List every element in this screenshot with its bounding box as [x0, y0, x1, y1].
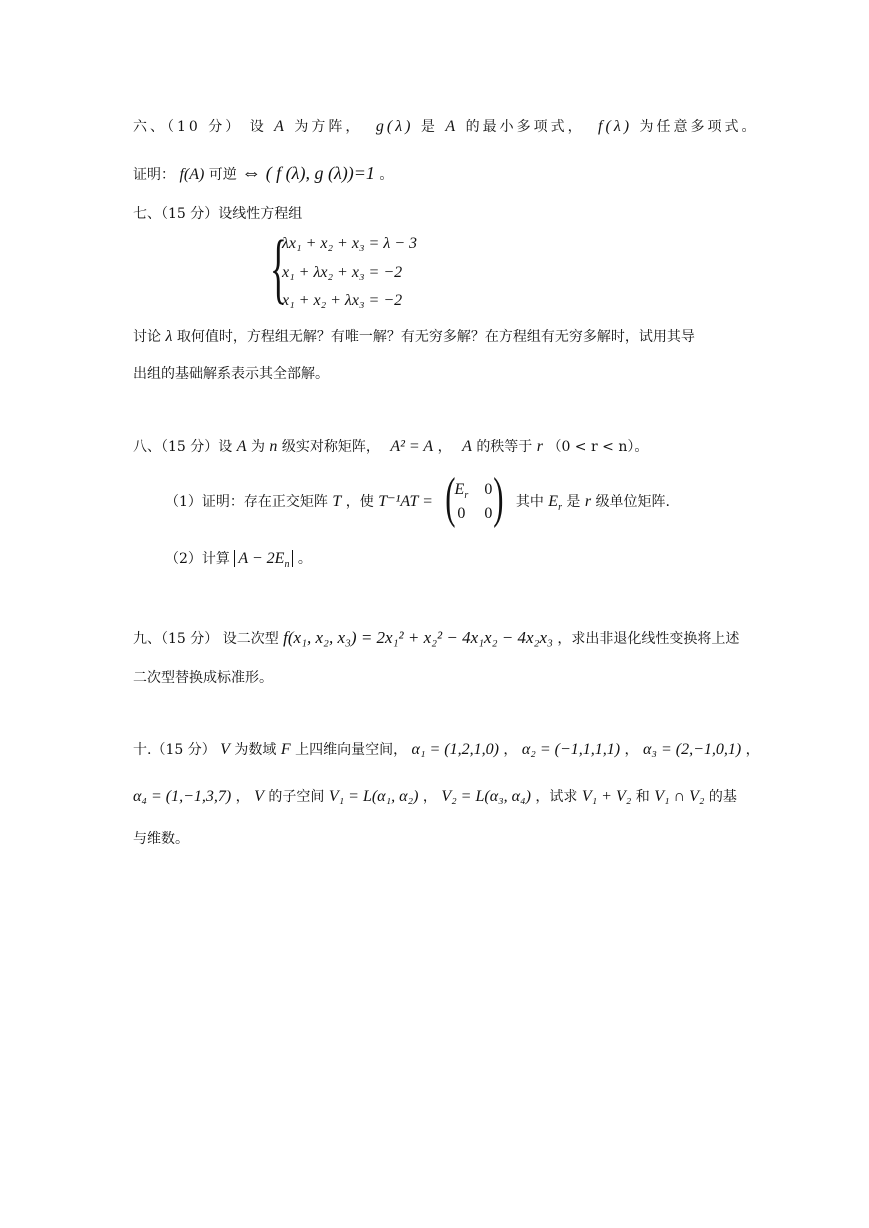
q8-rank-text: 的秩等于 [476, 439, 533, 455]
q9-quadratic-form: f(x₁, x₂, x₃) = 2x₁² + x₂² − 4x₁x₂ − 4x₂x₃ [283, 628, 553, 647]
q8-block-matrix [443, 467, 505, 529]
q10-line2 [133, 787, 737, 807]
q10-sep-1: ， [503, 742, 518, 758]
q6-number: 六、（10 分） [133, 119, 243, 135]
q8-comma: ， [437, 439, 452, 455]
q8-matrix-e11: $E_r$ [454, 481, 469, 502]
q7-text-line2: 出组的基础解系表示其全部解。 [133, 366, 329, 382]
q8-er: $E_r$ [548, 493, 562, 514]
q8-line1 [133, 437, 648, 457]
q10-field-f: F [280, 741, 291, 758]
q8-matrix-e12: 0 [484, 481, 493, 498]
q8-part1-tail-c: 级单位矩阵. [595, 494, 671, 510]
q8-part1-mid: ，使 [345, 494, 374, 510]
q6-f-of-a: f(A) [179, 166, 205, 183]
q8-part2-end: 。 [297, 551, 312, 567]
q10-alpha1: α₁ = (1,2,1,0) [411, 741, 499, 758]
q6-line1 [133, 117, 759, 137]
q8-t: T [332, 493, 342, 510]
q8-is: 为 [250, 439, 265, 455]
q6-text-a: 设 [249, 119, 267, 135]
q6-text-e: 为任意多项式。 [639, 119, 759, 135]
q8-part2 [165, 549, 312, 575]
q7-eq3: x₁ + x₂ + λx₃ = −2 [282, 292, 403, 309]
q8-matrix-right-paren: ) [492, 467, 504, 529]
q10-text-2: 上四维向量空间， [295, 742, 408, 758]
q6-line2 [133, 163, 393, 185]
q10-text-subspace: 的子空间 [268, 789, 325, 805]
q6-invertible-text: 可逆 [208, 167, 237, 183]
q8-number: 八、（15 分）设 [133, 439, 233, 455]
q10-sep-4: ， [235, 789, 250, 805]
q10-line3: 与维数。 [133, 831, 189, 847]
q7-text-a: 讨论 [133, 329, 161, 345]
q10-v1-def: V₁ = L(α₁, α₂) [328, 788, 419, 805]
q7-heading: 七、（15 分）设线性方程组 [133, 206, 303, 222]
q10-text-basis: 的基 [708, 789, 737, 805]
q6-matrix-a-2: A [445, 118, 459, 135]
q7-text-line1 [133, 327, 695, 347]
q7-lambda: λ [165, 328, 173, 345]
q9-number: 九、（15 分） 设二次型 [133, 631, 279, 647]
q10-sep-2: ， [624, 742, 639, 758]
q10-sep-5: ， [422, 789, 437, 805]
q8-matrix-a-2: A [462, 438, 472, 455]
q10-intersection: V₁ ∩ V₂ [654, 788, 705, 805]
q8-r: r [536, 438, 543, 455]
q6-proof-label: 证明： [133, 167, 175, 183]
q8-n: n [269, 438, 278, 455]
q8-part2-label: （2）计算 [165, 551, 230, 567]
q10-v: V [220, 741, 230, 758]
q6-f-lambda: f(λ) [598, 118, 633, 135]
q6-gcd-expr: ( f (λ), g (λ))=1 [265, 163, 375, 183]
q10-alpha4: α₄ = (1,−1,3,7) [133, 788, 232, 805]
q8-determinant: $A - 2E_n$ [234, 550, 293, 567]
q8-matrix-e22: 0 [484, 505, 493, 522]
q7-eq2: x₁ + λx₂ + x₃ = −2 [282, 264, 403, 281]
q7-brace: { [270, 224, 287, 311]
q8-part1-tail-b: 是 [566, 494, 581, 510]
q10-and: 和 [635, 789, 650, 805]
q9-line1 [133, 628, 739, 649]
q8-matrix-a: A [236, 438, 247, 455]
q8-r-2: r [584, 493, 592, 510]
q6-text-d: 的最小多项式， [465, 119, 585, 135]
q10-v-2: V [254, 788, 264, 805]
q10-text-find: ，试求 [535, 789, 578, 805]
q8-similarity-expr: T⁻¹AT = [378, 493, 433, 510]
q10-number: 十.（15 分） [133, 742, 216, 758]
q10-alpha2: α₂ = (−1,1,1,1) [521, 741, 621, 758]
q7-eq1: λx₁ + x₂ + x₃ = λ − 3 [282, 235, 418, 252]
q10-line1 [133, 740, 760, 760]
q9-line2: 二次型替换成标准形。 [133, 670, 273, 686]
q8-part1-label: （1）证明：存在正交矩阵 [165, 494, 328, 510]
q6-g-lambda: g(λ) [375, 118, 414, 135]
q10-sep-3: ， [745, 742, 760, 758]
q8-text-1: 级实对称矩阵， [281, 439, 380, 455]
q7-text-b: 取何值时，方程组无解？有唯一解？有无穷多解？在方程组有无穷多解时，试用其导 [176, 329, 695, 345]
q6-iff-symbol: ⇔ [241, 162, 262, 184]
q8-matrix-left-paren: ( [445, 467, 456, 529]
q10-sum: V₁ + V₂ [581, 788, 632, 805]
q6-text-b: 为方阵， [294, 119, 363, 135]
q6-end: 。 [379, 167, 394, 183]
q8-matrix-e21: 0 [457, 505, 466, 522]
q9-text-1: ，求出非退化线性变换将上述 [557, 631, 740, 647]
q8-idempotent: A² = A [390, 438, 434, 455]
q10-text-1: 为数域 [234, 742, 277, 758]
q6-text-c: 是 [420, 119, 438, 135]
q8-part1 [165, 467, 671, 529]
q10-alpha3: α₃ = (2,−1,0,1) [643, 741, 742, 758]
q8-condition: （0 < r < n）。 [547, 439, 649, 455]
q6-matrix-a: A [274, 118, 287, 135]
q8-part1-tail-a: 其中 [515, 494, 544, 510]
q10-v2-def: V₂ = L(α₃, α₄) [441, 788, 531, 805]
